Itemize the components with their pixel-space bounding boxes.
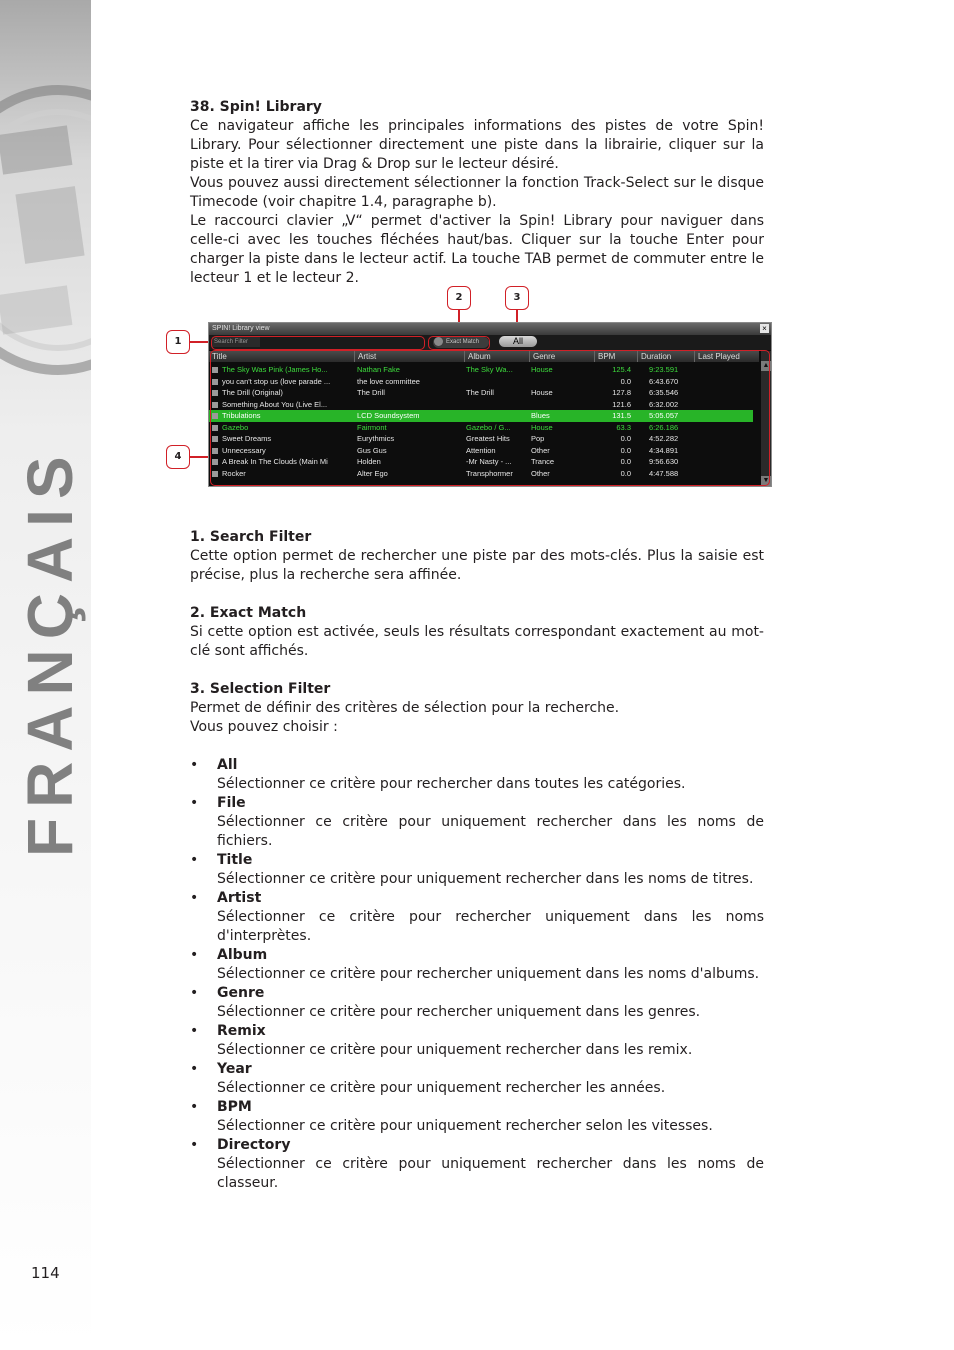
track-title: The Sky Was Pink (James Ho... <box>222 365 328 374</box>
criterion-term: • Artist <box>217 890 262 906</box>
track-genre: House <box>531 388 553 397</box>
list-item <box>190 1098 764 1136</box>
item-text: Permet de définir des critères de sélection pour la recherche. <box>190 700 620 716</box>
track-album: -Mr Nasty - ... <box>466 457 512 466</box>
list-item <box>190 1060 764 1098</box>
scroll-down-icon[interactable]: ▼ <box>762 477 770 484</box>
criterion-description: Sélectionner ce critère pour rechercher dans toutes les catégories. <box>217 776 686 792</box>
hercules-logo-icon <box>0 60 91 440</box>
criterion-description: Sélectionner ce critère pour uniquement rechercher selon les vitesses. <box>217 1118 713 1134</box>
track-title: Rocker <box>222 468 246 478</box>
list-item <box>190 984 764 1022</box>
track-genre: Pop <box>531 434 545 443</box>
track-duration: 5:05.057 <box>649 411 679 420</box>
criterion-description: Sélectionner ce critère pour uniquement rechercher dans les remix. <box>217 1042 693 1058</box>
track-title: Unnecessary <box>222 445 266 455</box>
track-title: A Break In The Clouds (Main Mi <box>222 457 328 466</box>
criterion-term: • Year <box>217 1061 252 1077</box>
window-titlebar <box>209 323 771 335</box>
search-filter-input[interactable]: Search Filter <box>212 337 260 347</box>
section-title: 38. Spin! Library <box>190 99 322 115</box>
item-text: Si cette option est activée, seuls les résultats correspondant exactement au mot-clé sont affichés. <box>190 624 764 659</box>
track-album: Transphormer <box>466 468 513 478</box>
criterion-term: • BPM <box>217 1099 252 1115</box>
exact-match-label: Exact Match <box>446 339 480 346</box>
column-album[interactable]: Album <box>464 351 528 362</box>
criterion-description: Sélectionner ce critère pour rechercher uniquement dans les noms d'interprètes. <box>217 909 764 944</box>
track-duration: 4:52.282 <box>649 434 679 443</box>
criterion-description: Sélectionner ce critère pour uniquement rechercher dans les noms de classeur. <box>217 1156 764 1191</box>
track-title: Gazebo <box>222 422 249 432</box>
criterion-term: • All <box>217 757 238 773</box>
track-bpm: 121.6 <box>612 399 631 409</box>
track-genre: Trance <box>531 457 555 466</box>
track-artist: Nathan Fake <box>357 365 400 374</box>
language-title: FRANÇAIS <box>14 446 86 857</box>
track-duration: 6:26.186 <box>649 422 679 432</box>
callout-4: 4 <box>166 445 190 469</box>
side-band <box>0 0 91 1350</box>
column-last-played[interactable]: Last Played <box>694 351 760 362</box>
library-screenshot <box>174 288 770 528</box>
track-bpm: 127.8 <box>612 388 631 397</box>
column-title[interactable]: Title <box>212 352 227 361</box>
criterion-description: Sélectionner ce critère pour uniquement rechercher dans les noms de fichiers. <box>217 814 764 849</box>
track-bpm: 131.5 <box>612 411 631 420</box>
criterion-term: • File <box>217 795 246 811</box>
criterion-term: • Album <box>217 947 268 963</box>
track-title: Something About You (Live El... <box>222 399 328 409</box>
track-duration: 4:47.588 <box>649 468 679 478</box>
item-title: 3. Selection Filter <box>190 681 331 697</box>
main-content <box>174 98 770 1193</box>
track-artist: LCD Soundsystem <box>357 411 420 420</box>
track-album: The Sky Wa... <box>466 365 513 374</box>
list-item <box>190 1022 764 1060</box>
column-genre[interactable]: Genre <box>529 351 583 362</box>
track-duration: 9:56.630 <box>649 457 679 466</box>
track-album: Attention <box>466 445 496 455</box>
track-genre: House <box>531 422 553 432</box>
track-list-highlight <box>210 350 770 486</box>
section-paragraph: Ce navigateur affiche les principales informations des pistes de votre Spin! Library. Pour sélectionner directement une piste dans la librairie, cliquer sur la piste et la tirer via Drag & Drop sur le lecteur désiré. <box>190 118 764 172</box>
criterion-description: Sélectionner ce critère pour rechercher uniquement dans les genres. <box>217 1004 701 1020</box>
item-text: Cette option permet de rechercher une piste par des mots-clés. Plus la saisie est précise, plus la recherche sera affinée. <box>190 548 764 583</box>
track-bpm: 0.0 <box>620 445 631 455</box>
close-icon[interactable]: × <box>760 324 769 333</box>
track-album: Gazebo / G... <box>466 422 511 432</box>
item-title: 2. Exact Match <box>190 605 307 621</box>
track-bpm: 125.4 <box>612 365 631 374</box>
criterion-term: • Genre <box>217 985 265 1001</box>
exact-match-highlight <box>428 336 490 350</box>
track-album: Greatest Hits <box>466 434 510 443</box>
list-item <box>190 889 764 946</box>
track-duration: 9:23.591 <box>649 365 679 374</box>
item-text: Vous pouvez choisir : <box>190 719 338 735</box>
list-item <box>190 794 764 851</box>
track-bpm: 0.0 <box>620 457 631 466</box>
section-paragraph: Vous pouvez aussi directement sélectionner la fonction Track-Select sur le disque Timecode (voir chapitre 1.4, paragraphe b). <box>190 175 764 210</box>
track-artist: Eurythmics <box>357 434 395 443</box>
callout-3: 3 <box>505 286 529 310</box>
track-genre: House <box>531 365 553 374</box>
track-bpm: 0.0 <box>620 434 631 443</box>
selection-filter-button[interactable]: All <box>499 336 537 347</box>
column-artist[interactable]: Artist <box>354 351 458 362</box>
callout-2: 2 <box>447 286 471 310</box>
selection-criteria-list <box>190 756 764 1193</box>
section-paragraph: Le raccourci clavier „V“ permet d'activer la Spin! Library pour naviguer dans celle-ci avec les touches fléchées haut/bas. Cliquer sur la touche Enter pour charger la piste dans le lecteur actif. La touche TAB permet de commuter entre le lecteur 1 et le lecteur 2. <box>190 213 764 286</box>
track-duration: 4:34.891 <box>649 445 679 455</box>
track-duration: 6:32.002 <box>649 399 679 409</box>
criterion-description: Sélectionner ce critère pour rechercher uniquement dans les noms d'albums. <box>217 966 760 982</box>
track-genre: Blues <box>531 411 550 420</box>
column-bpm[interactable]: BPM <box>594 351 638 362</box>
criterion-term: • Title <box>217 852 253 868</box>
list-item <box>190 1136 764 1193</box>
track-title: Tribulations <box>222 411 261 420</box>
track-artist: The Drill <box>357 388 385 397</box>
track-artist: Fairmont <box>357 422 387 432</box>
search-filter-highlight <box>211 336 425 350</box>
track-duration: 6:35.546 <box>649 388 679 397</box>
track-genre: Other <box>531 468 550 478</box>
scroll-up-icon[interactable]: ▲ <box>762 362 770 369</box>
track-title: Sweet Dreams <box>222 434 272 443</box>
track-bpm: 0.0 <box>620 376 631 386</box>
track-artist: the love committee <box>357 376 420 386</box>
window-title: SPIN! Library view <box>212 325 270 332</box>
track-title: you can't stop us (love parade ... <box>222 376 331 386</box>
list-item <box>190 756 764 794</box>
track-title: The Drill (Original) <box>222 388 283 397</box>
item-title: 1. Search Filter <box>190 529 312 545</box>
criterion-description: Sélectionner ce critère pour uniquement rechercher les années. <box>217 1080 666 1096</box>
track-album: The Drill <box>466 388 494 397</box>
page-number: 114 <box>31 1264 60 1282</box>
criterion-description: Sélectionner ce critère pour uniquement rechercher dans les noms de titres. <box>217 871 754 887</box>
list-item <box>190 946 764 984</box>
track-duration: 6:43.670 <box>649 376 679 386</box>
column-duration[interactable]: Duration <box>637 351 691 362</box>
track-bpm: 63.3 <box>616 422 631 432</box>
criterion-term: • Directory <box>217 1137 291 1153</box>
track-artist: Gus Gus <box>357 445 387 455</box>
track-bpm: 0.0 <box>620 468 631 478</box>
track-artist: Holden <box>357 457 381 466</box>
list-item <box>190 851 764 889</box>
track-artist: Alter Ego <box>357 468 388 478</box>
track-genre: Other <box>531 445 550 455</box>
callout-1: 1 <box>166 330 190 354</box>
criterion-term: • Remix <box>217 1023 266 1039</box>
